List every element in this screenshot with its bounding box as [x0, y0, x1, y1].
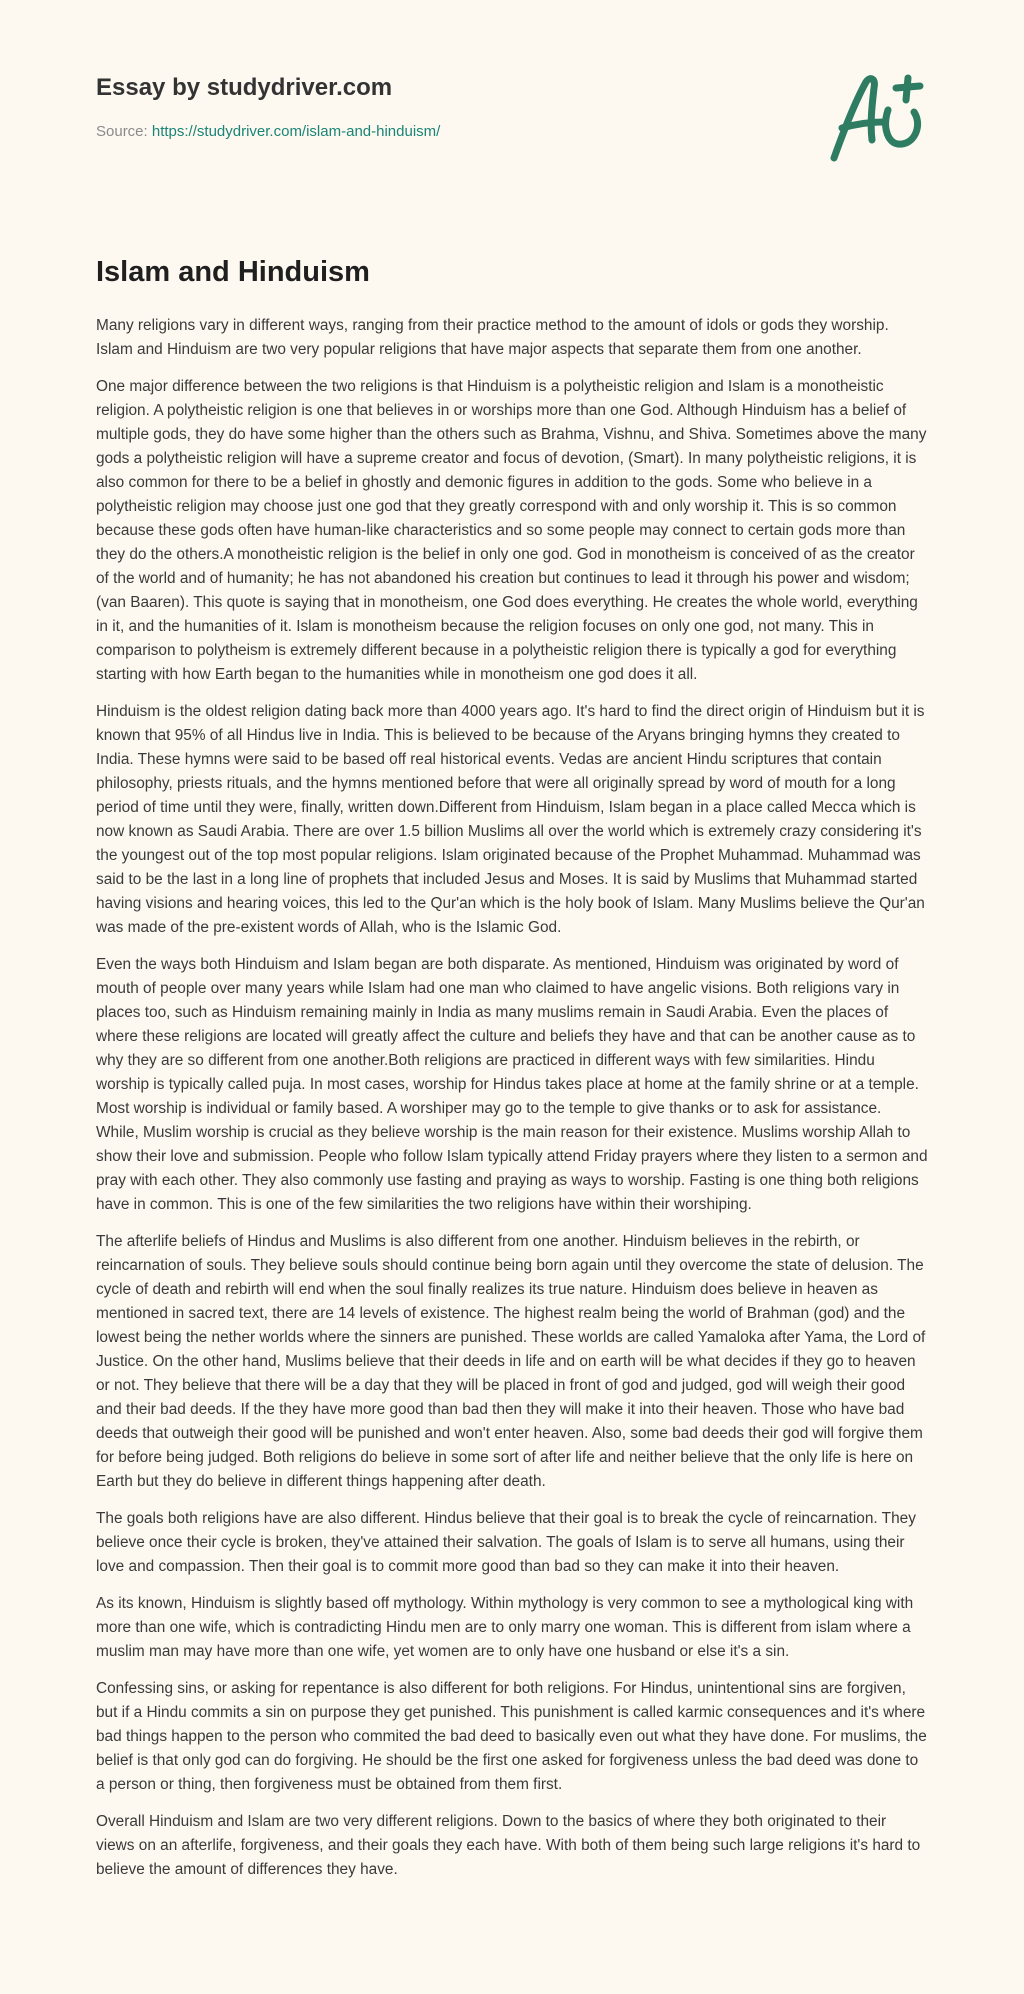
essay-body: [96, 252, 928, 1895]
essay-paragraph: One major difference between the two religions is that Hinduism is a polytheistic religion and Islam is a monotheistic religion. A polytheistic religion is one that believes in or worships more than one God. Although Hinduism has a belief of multiple gods, they do have some higher than the others such as Brahma, Vishnu, and Shiva. Sometimes above the many gods a polytheistic religion will have a supreme creator and focus of devotion, (Smart). In many polytheistic religions, it is also common for there to be a belief in ghostly and demonic figures in addition to the gods. Some who believe in a polytheistic religion may choose just one god that they greatly correspond with and only worship it. This is so common because these gods often have human-like characteristics and so some people may connect to certain gods more than they do the others.A monotheistic religion is the belief in only one god. God in monotheism is conceived of as the creator of the world and of humanity; he has not abandoned his creation but continues to lead it through his power and wisdom; (van Baaren). This quote is saying that in monotheism, one God does everything. He creates the whole world, everything in it, and the humanities of it. Islam is monotheism because the religion focuses on only one god, not many. This in comparison to polytheism is extremely different because in a polytheistic religion there is typically a god for everything starting with how Earth began to the humanities while in monotheism one god does it all.: [96, 378, 927, 683]
source-link[interactable]: https://studydriver.com/islam-and-hinduism/: [151, 123, 441, 140]
essay-paragraph: Many religions vary in different ways, ranging from their practice method to the amount of idols or gods they worship. Islam and Hinduism are two very popular religions that have major aspects that separate them from one another.: [96, 317, 889, 358]
essay-paragraph: The afterlife beliefs of Hindus and Muslims is also different from one another. Hinduism believes in the rebirth, or reincarnation of souls. They believe souls should continue being born again until they overcome the state of delusion. The cycle of death and rebirth will end when the soul finally realizes its true nature. Hinduism does believe in heaven as mentioned in sacred text, there are 14 levels of existence. The highest realm being the world of Brahman (god) and the lowest being the nether worlds where the sinners are punished. These worlds are called Yamaloka after Yama, the Lord of Justice. On the other hand, Muslims believe that their deeds in life and on earth will be what decides if they go to heaven or not. They believe that there will be a day that they will be placed in front of god and judged, god will weigh their good and their bad deeds. If the they have more good than bad then they will make it into their heaven. Those who have bad deeds that outweigh their good will be punished and won't enter heaven. Also, some bad deeds their god will forgive them for before being judged. Both religions do believe in some sort of after life and neither believe that the only life is here on Earth but they do believe in different things happening after death.: [96, 1233, 926, 1490]
source-line: [96, 122, 928, 142]
essay-paragraph: The goals both religions have are also different. Hindus believe that their goal is to break the cycle of reincarnation. They believe once their cycle is broken, they've attained their salvation. The goals of Islam is to serve all humans, using their love and compassion. Then their goal is to commit more good than bad so they can make it into their heaven.: [96, 1510, 916, 1575]
essay-paragraph: Hinduism is the oldest religion dating back more than 4000 years ago. It's hard to find the direct origin of Hinduism but it is known that 95% of all Hindus live in India. This is believed to be because of the Aryans bringing hymns they created to India. These hymns were said to be based off real historical events. Vedas are ancient Hindu scriptures that contain philosophy, priests rituals, and the hymns mentioned before that were all originally spread by word of mouth for a long period of time until they were, finally, written down.Different from Hinduism, Islam began in a place called Mecca which is now known as Saudi Arabia. There are over 1.5 billion Muslims all over the world which is extremely crazy considering it's the youngest out of the top most popular religions. Islam originated because of the Prophet Muhammad. Muhammad was said to be the last in a long line of prophets that included Jesus and Moses. It is said by Muslims that Muhammad started having visions and hearing voices, this led to the Qur'an which is the holy book of Islam. Many Muslims believe the Qur'an was made of the pre-existent words of Allah, who is the Islamic God.: [96, 703, 925, 936]
source-label: Source:: [96, 123, 152, 140]
studydriver-logo[interactable]: [826, 70, 930, 166]
a-plus-logo-icon: [826, 70, 930, 166]
essay-title: Islam and Hinduism: [96, 256, 370, 288]
essay-paragraph: As its known, Hinduism is slightly based off mythology. Within mythology is very common to see a mythological king with more than one wife, which is contradicting Hindu men are to only marry one woman. This is different from islam where a muslim man may have more than one wife, yet women are to only have one husband or else it's a sin.: [96, 1595, 914, 1660]
essay-paragraph: Overall Hinduism and Islam are two very different religions. Down to the basics of where they both originated to their views on an afterlife, forgiveness, and their goals they each have. With both of them being such large religions it's hard to believe the amount of differences they have.: [96, 1813, 921, 1878]
page-header: [96, 72, 928, 142]
site-title: Essay by studydriver.com: [96, 74, 393, 101]
essay-paragraph: Even the ways both Hinduism and Islam began are both disparate. As mentioned, Hinduism was originated by word of mouth of people over many years while Islam had one man who claimed to have angelic visions. Both religions vary in places too, such as Hinduism remaining mainly in India as many muslims remain in Saudi Arabia. Even the places of where these religions are located will greatly affect the culture and beliefs they have and that can be another cause as to why they are so different from one another.Both religions are practiced in different ways with few similarities. Hindu worship is typically called puja. In most cases, worship for Hindus takes place at home at the family shrine or at a temple. Most worship is individual or family based. A worshiper may go to the temple to give thanks or to ask for assistance. While, Muslim worship is crucial as they believe worship is the main reason for their existence. Muslims worship Allah to show their love and submission. People who follow Islam typically attend Friday prayers where they listen to a sermon and pray with each other. They also commonly use fasting and praying as ways to worship. Fasting is one thing both religions have in common. This is one of the few similarities the two religions have within their worshiping.: [96, 956, 928, 1213]
essay-paragraph: Confessing sins, or asking for repentance is also different for both religions. For Hindus, unintentional sins are forgiven, but if a Hindu commits a sin on purpose they get punished. This punishment is called karmic consequences and it's where bad things happen to the person who commited the bad deed to basically even out what they have done. For muslims, the belief is that only god can do forgiving. He should be the first one asked for forgiveness unless the bad deed was done to a person or thing, then forgiveness must be obtained from them first.: [96, 1680, 927, 1793]
